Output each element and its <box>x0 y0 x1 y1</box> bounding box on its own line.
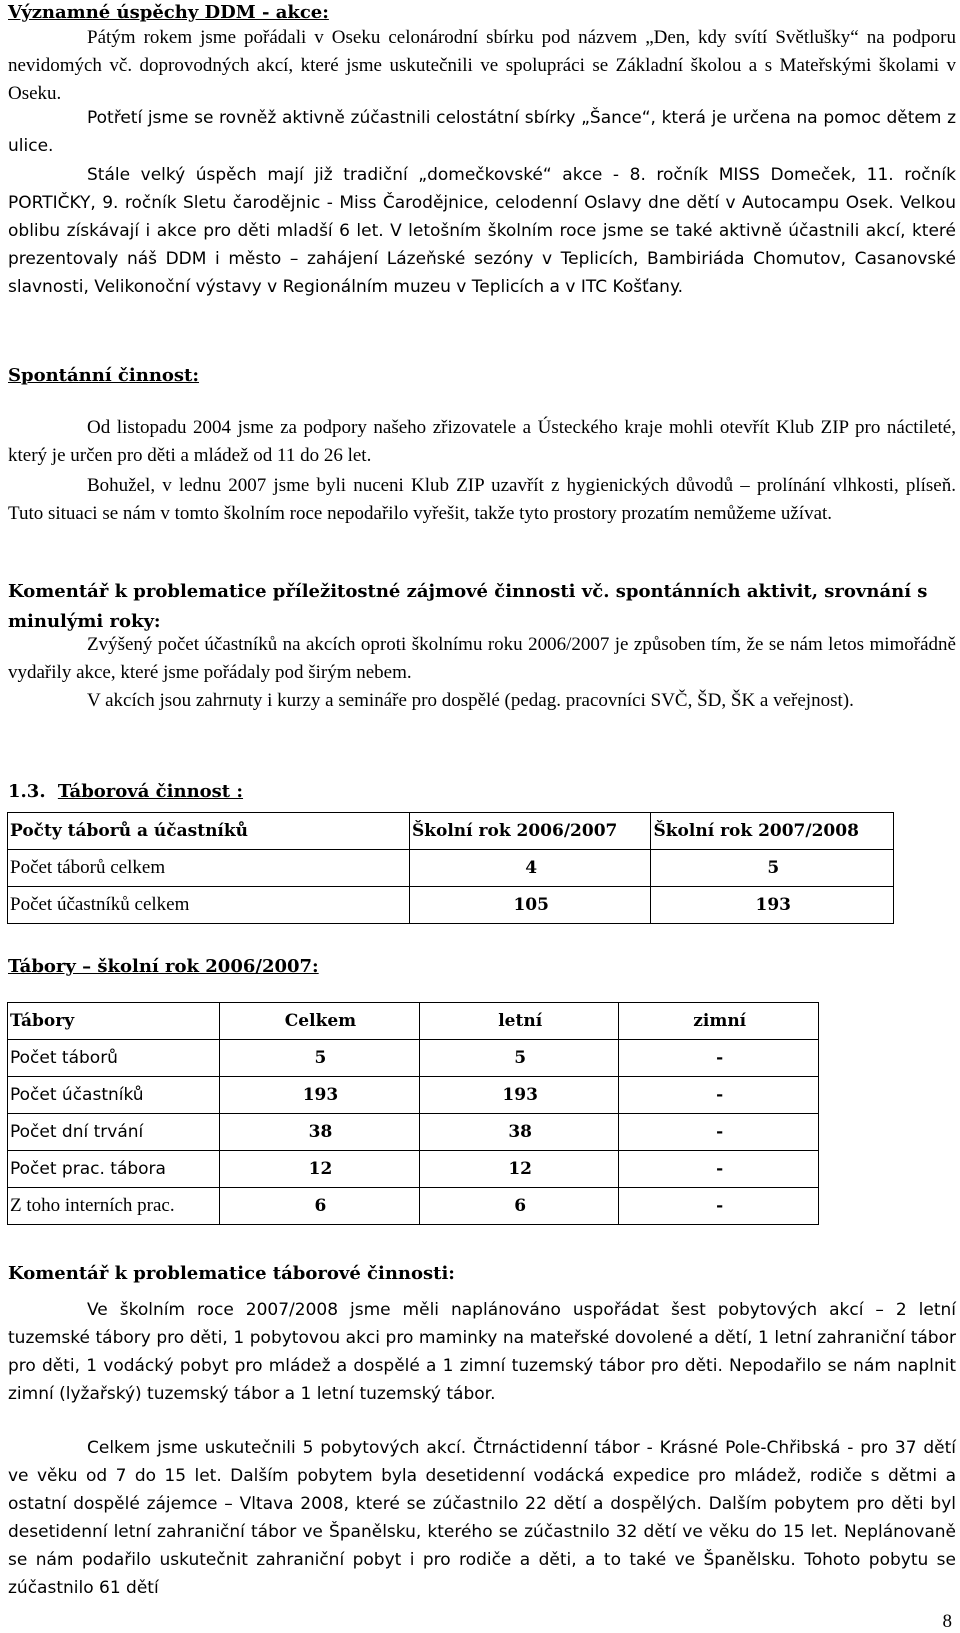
table-cell: 38 <box>419 1114 618 1151</box>
table-row <box>8 1114 819 1151</box>
table-header-cell: Tábory <box>8 1003 220 1040</box>
table-cell: - <box>619 1114 819 1151</box>
table-header-cell: Počty táborů a účastníků <box>8 813 410 850</box>
table-cell: - <box>619 1151 819 1188</box>
camps-2006-2007-heading: Tábory – školní rok 2006/2007: <box>8 956 319 977</box>
table-cell: - <box>619 1188 819 1225</box>
table-cell: 193 <box>651 887 894 924</box>
table-row <box>8 1040 819 1077</box>
achievements-paragraph-2: Potřetí jsme se rovněž aktivně zúčastnili celostátní sbírky „Šance“, která je určena na pomoc dětem z ulice. <box>8 108 956 156</box>
table-row <box>8 1077 819 1114</box>
comment-camps-paragraph-2: Celkem jsme uskutečnili 5 pobytových akcí. Čtrnáctidenní tábor - Krásné Pole-Chřibská - pro 37 dětí ve věku od 7 do 15 let. Dalším pobytem byla desetidenní vodácká expedice pro mládež, rodiče s dětmi a ostatní dospělé zájemce – Vltava 2008, které se zúčastnilo 22 dětí a dospělých. Dalším pobytem pro děti byl desetidenní letní zahraniční tábor ve Španělsku, kterého se zúčastnilo 32 dětí ve věku do 15 let. Neplánovaně se nám podařilo uskutečnit zahraniční pobyt i pro rodiče a děti, a to také ve Španělsku. Tohoto pobytu se zúčastnilo 61 dětí <box>8 1438 956 1598</box>
table-cell: 12 <box>419 1151 618 1188</box>
table-header-cell: Celkem <box>219 1003 419 1040</box>
achievements-paragraph-1: Pátým rokem jsme pořádali v Oseku celonárodní sbírku pod názvem „Den, kdy svítí Světlušky“ na podporu nevidomých vč. doprovodných akcí, které jsme uskutečnili ve spolupráci se Základní školou a s Mateřskými školami v Oseku. <box>8 27 956 104</box>
comment-occasional-paragraph-2: V akcích jsou zahrnuty i kurzy a semináře pro dospělé (pedag. pracovníci SVČ, ŠD, ŠK a veřejnost). <box>87 690 854 711</box>
table-cell: Z toho interních prac. <box>8 1188 220 1225</box>
comment-occasional-heading: Komentář k problematice příležitostné zájmové činnosti vč. spontánních aktivit, srovnání s minulými roky: <box>8 581 928 632</box>
section-title: Táborová činnost : <box>57 781 244 802</box>
table-cell: 105 <box>409 887 651 924</box>
table-header-cell: Školní rok 2006/2007 <box>409 813 651 850</box>
table-header-cell: zimní <box>619 1003 819 1040</box>
table-header-row <box>8 813 894 850</box>
table-cell: Počet prac. tábora <box>8 1151 220 1188</box>
table-cell: 38 <box>219 1114 419 1151</box>
table-row <box>8 1188 819 1225</box>
camps-2006-2007-table <box>7 1002 819 1225</box>
table-cell: 5 <box>419 1040 618 1077</box>
comment-occasional-paragraph-1: Zvýšený počet účastníků na akcích oproti školnímu roku 2006/2007 je způsoben tím, že se nám letos mimořádně vydařily akce, které jsme pořádaly pod širým nebem. <box>8 634 956 683</box>
table-header-row <box>8 1003 819 1040</box>
comment-camps-paragraph-1: Ve školním roce 2007/2008 jsme měli naplánováno uspořádat šest pobytových akcí – 2 letní tuzemské tábory pro děti, 1 pobytovou akci pro maminky na mateřské dovolené a dětí, 1 letní zahraniční tábor pro děti, 1 vodácký pobyt pro mládež a dospělé a 1 zimní tuzemský tábor pro děti. Nepodařilo se nám naplnit zimní (lyžařský) tuzemský tábor a 1 letní tuzemský tábor. <box>8 1300 956 1404</box>
table-cell: 12 <box>219 1151 419 1188</box>
table-cell: Počet táborů celkem <box>8 850 410 887</box>
section-number: 1.3. <box>8 781 46 802</box>
table-cell: Počet účastníků <box>8 1077 220 1114</box>
table-cell: Počet táborů <box>8 1040 220 1077</box>
table-row <box>8 887 894 924</box>
table-cell: 193 <box>419 1077 618 1114</box>
table-cell: 5 <box>219 1040 419 1077</box>
table-cell: Počet účastníků celkem <box>8 887 410 924</box>
table-cell: - <box>619 1077 819 1114</box>
table-cell: Počet dní trvání <box>8 1114 220 1151</box>
table-header-cell: letní <box>419 1003 618 1040</box>
table-cell: 5 <box>651 850 894 887</box>
table-header-cell: Školní rok 2007/2008 <box>651 813 894 850</box>
comment-camps-heading: Komentář k problematice táborové činnosti: <box>8 1263 455 1284</box>
page-number: 8 <box>942 1611 952 1632</box>
table-cell: - <box>619 1040 819 1077</box>
camps-section-heading <box>8 781 243 802</box>
camps-summary-table <box>7 812 894 924</box>
spontaneous-heading: Spontánní činnost: <box>8 365 200 386</box>
spontaneous-paragraph-2: Bohužel, v lednu 2007 jsme byli nuceni Klub ZIP uzavřít z hygienických důvodů – prolínání vlhkosti, plíseň. Tuto situaci se nám v tomto školním roce nepodařilo vyřešit, takže tyto prostory prozatím nemůžeme užívat. <box>8 475 956 524</box>
table-row <box>8 850 894 887</box>
table-cell: 6 <box>219 1188 419 1225</box>
table-row <box>8 1151 819 1188</box>
achievements-heading: Významné úspěchy DDM - akce: <box>8 2 329 23</box>
table-cell: 4 <box>409 850 651 887</box>
spontaneous-paragraph-1: Od listopadu 2004 jsme za podpory našeho zřizovatele a Ústeckého kraje mohli otevřít Klub ZIP pro náctileté, který je určen pro děti a mládež od 11 do 26 let. <box>8 417 956 466</box>
table-cell: 6 <box>419 1188 618 1225</box>
table-cell: 193 <box>219 1077 419 1114</box>
achievements-paragraph-3: Stále velký úspěch mají již tradiční „domečkovské“ akce - 8. ročník MISS Domeček, 11. ročník PORTIČKY, 9. ročník Sletu čarodějnic - Miss Čarodějnice, celodenní Oslavy dne dětí v Autocampu Osek. Velkou oblibu získávají i akce pro děti mladší 6 let. V letošním školním roce jsme se také aktivně účastnili akcí, které prezentovaly náš DDM i město – zahájení Lázeňské sezóny v Teplicích, Bambiriáda Chomutov, Casanovské slavnosti, Velikonoční výstavy v Regionálním muzeu v Teplicích a v ITC Košťany. <box>8 165 956 297</box>
